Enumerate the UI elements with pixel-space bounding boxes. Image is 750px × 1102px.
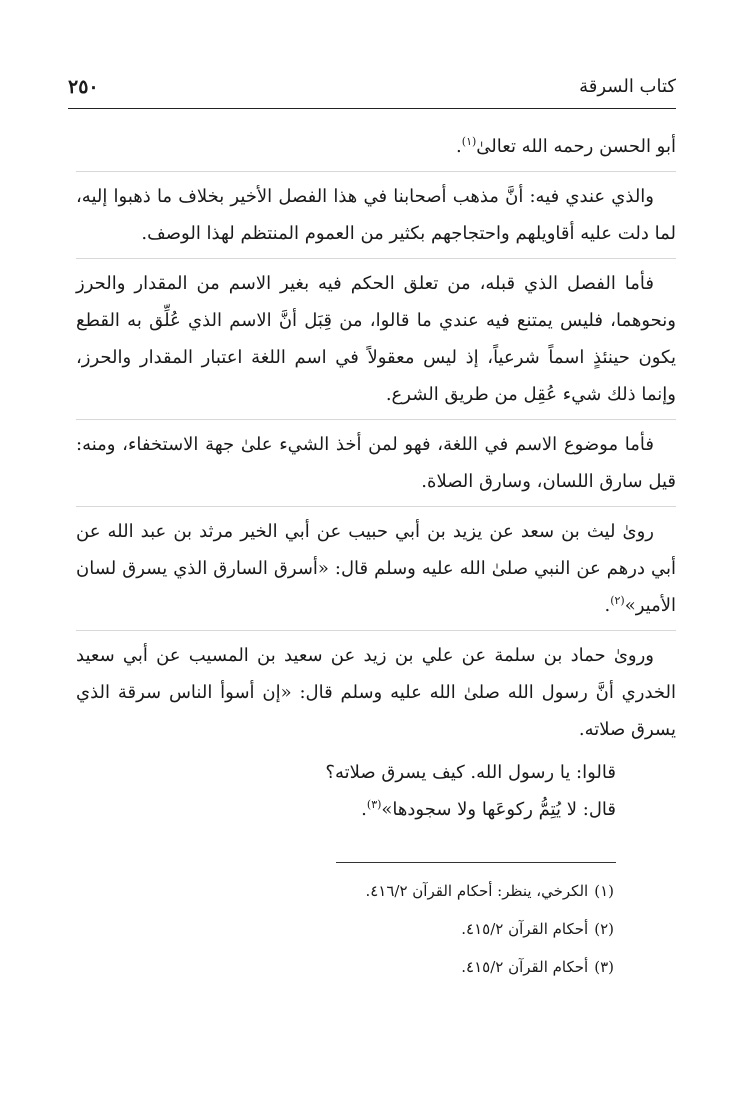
dialog-answer-text: قال: لا يُتِمُّ ركوعَها ولا سجودها» [381, 799, 616, 820]
paragraph-1-end: . [456, 136, 462, 157]
footnote-1 [200, 872, 614, 910]
paragraph-5-text: رویٰ ليث بن سعد عن يزيد بن أبي حبيب عن أبي الخير مرثد بن عبد الله عن أبي درهم عن النبي صلىٰ الله عليه وسلم قال: «أسرق السارق الذي يسرق لسان الأمير» [76, 521, 676, 616]
paragraph-5-end: . [604, 595, 611, 616]
footnote-3-number: (٣) [594, 958, 614, 976]
footnote-ref-2: (٢) [610, 594, 625, 607]
paragraph-3: فأما الفصل الذي قبله، من تعلق الحكم فيه بغير الاسم من المقدار والحرز ونحوهما، فليس يمتنع فيه عندي ما قالوا، من قِبَل أنَّ الاسم الذي عُلِّق به القطع يكون حينئذٍ اسماً شرعياً، إذ ليس معقولاً في اسم اللغة اعتبار المقدار والحرز، وإنما ذلك شيء عُقِل من طريق الشرع. [76, 258, 676, 419]
footnote-2-number: (٢) [594, 920, 614, 938]
dialog-line-question: قالوا: يا رسول الله. كيف يسرق صلاته؟ [325, 762, 616, 783]
footnote-3-text: أحكام القرآن ٤١٥/٢. [461, 958, 589, 976]
paragraph-6: ورویٰ حماد بن سلمة عن علي بن زيد عن سعيد بن المسيب عن أبي سعيد الخدري أنَّ رسول الله صلىٰ الله عليه وسلم قال: «إن أسوأ الناس سرقة الذي يسرق صلاته. [76, 630, 676, 754]
footnote-ref-1: (١) [461, 135, 477, 148]
footnote-3 [200, 948, 614, 986]
dialog-answer-end: . [361, 799, 367, 820]
footnote-2 [200, 910, 614, 948]
footnote-ref-3: (٣) [366, 798, 382, 811]
dialog-line-answer [76, 791, 616, 828]
paragraph-1-text: أبو الحسن رحمه الله تعالىٰ [476, 136, 676, 157]
paragraph-5 [76, 506, 676, 630]
footnote-1-text: الكرخي، ينظر: أحكام القرآن ٤١٦/٢. [365, 882, 589, 900]
page-number: ٢٥٠ [68, 76, 99, 98]
running-header [68, 74, 676, 109]
footnote-divider [336, 862, 616, 863]
chapter-title: كتاب السرقة [579, 76, 676, 97]
footnote-1-number: (١) [594, 882, 614, 900]
footnote-2-text: أحكام القرآن ٤١٥/٢. [461, 920, 589, 938]
paragraph-2: والذي عندي فيه: أنَّ مذهب أصحابنا في هذا الفصل الأخير بخلاف ما ذهبوا إليه، لما دلت عليه أقاويلهم واحتجاجهم بكثير من العموم المنتظم لهذا الوصف. [76, 171, 676, 258]
main-text [76, 128, 676, 828]
footnotes [200, 872, 614, 986]
paragraph-4: فأما موضوع الاسم في اللغة، فهو لمن أخذ الشيء علىٰ جهة الاستخفاء، ومنه: قيل سارق اللسان، وسارق الصلاة. [76, 419, 676, 506]
paragraph-1 [76, 128, 676, 171]
